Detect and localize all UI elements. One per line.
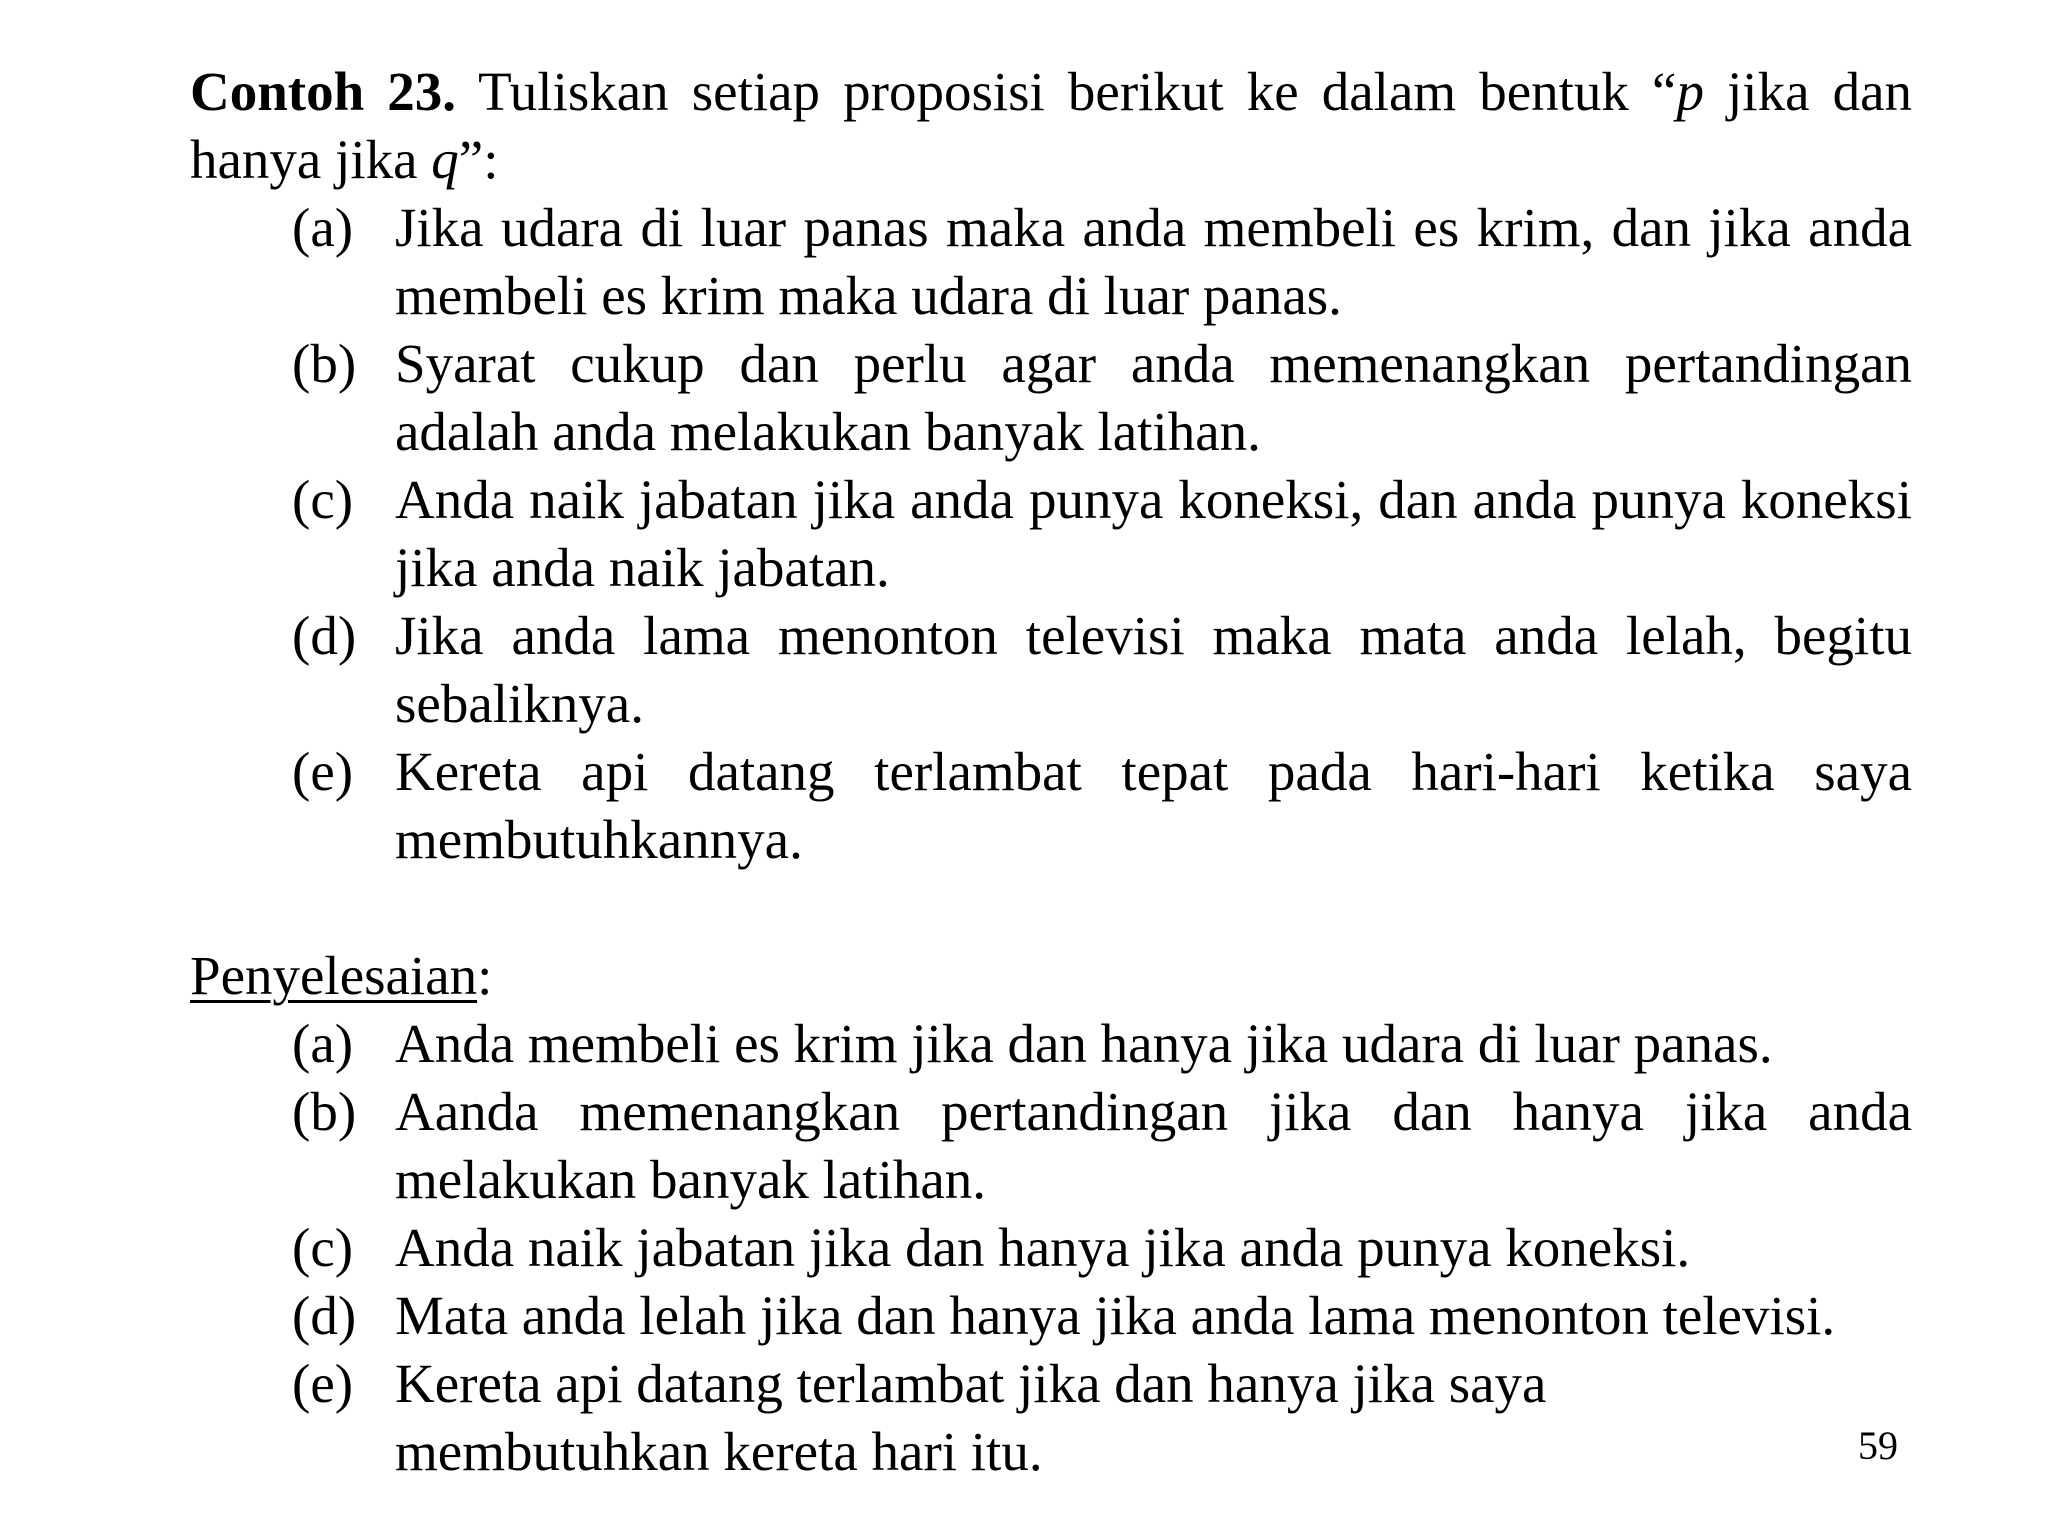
answer-item-c: [190, 1214, 1912, 1282]
problem-text: Kereta api datang terlambat tepat pada hari-hari ketika saya membutuhkannya.: [395, 741, 1912, 870]
problem-marker: (d): [292, 605, 357, 666]
problem-text: Anda naik jabatan jika anda punya koneksi, dan anda punya koneksi jika anda naik jabatan.: [395, 469, 1912, 598]
problem-text: Syarat cukup dan perlu agar anda memenangkan pertandingan adalah anda melakukan banyak latihan.: [395, 333, 1912, 462]
section-spacer: [190, 874, 1912, 942]
answer-text: Aanda memenangkan pertandingan jika dan hanya jika anda melakukan banyak latihan.: [395, 1081, 1912, 1210]
answer-item-b: [190, 1078, 1912, 1214]
example-label: Contoh 23.: [190, 61, 457, 122]
problem-item-e: [190, 738, 1912, 874]
answer-marker: (b): [292, 1081, 357, 1142]
instruction-after: ”:: [458, 129, 499, 190]
answer-text: Anda membeli es krim jika dan hanya jika udara di luar panas.: [395, 1013, 1773, 1074]
document-page: [190, 58, 1912, 1486]
problem-text: Jika udara di luar panas maka anda membeli es krim, dan jika anda membeli es krim maka udara di luar panas.: [395, 197, 1912, 326]
answer-marker: (e): [292, 1353, 354, 1414]
answer-marker: (d): [292, 1285, 357, 1346]
answer-list: [190, 1010, 1912, 1486]
instruction-middle: jika dan hanya jika: [190, 61, 1912, 190]
problem-item-b: [190, 330, 1912, 466]
solution-heading: [190, 942, 1912, 1010]
problem-marker: (a): [292, 197, 354, 258]
answer-text: Mata anda lelah jika dan hanya jika anda lama menonton televisi.: [395, 1285, 1836, 1346]
answer-marker: (c): [292, 1217, 354, 1278]
answer-item-e: [190, 1350, 1912, 1486]
problem-item-d: [190, 602, 1912, 738]
answer-item-d: [190, 1282, 1912, 1350]
answer-text: Kereta api datang terlambat jika dan hanya jika saya membutuhkan kereta hari itu.: [395, 1353, 1547, 1482]
problem-marker: (c): [292, 469, 354, 530]
variable-p: p: [1676, 61, 1704, 122]
problem-item-c: [190, 466, 1912, 602]
page-number: 59: [1858, 1423, 1898, 1468]
answer-text: Anda naik jabatan jika dan hanya jika anda punya koneksi.: [395, 1217, 1691, 1278]
problem-marker: (e): [292, 741, 354, 802]
solution-heading-label: Penyelesaian: [190, 945, 478, 1006]
answer-marker: (a): [292, 1013, 354, 1074]
problem-list: [190, 194, 1912, 874]
problem-text: Jika anda lama menonton televisi maka mata anda lelah, begitu sebaliknya.: [395, 605, 1912, 734]
problem-marker: (b): [292, 333, 357, 394]
example-intro: [190, 58, 1912, 194]
instruction-before: Tuliskan setiap proposisi berikut ke dalam bentuk “: [478, 61, 1677, 122]
problem-item-a: [190, 194, 1912, 330]
variable-q: q: [431, 129, 459, 190]
solution-heading-colon: :: [477, 945, 493, 1006]
answer-item-a: [190, 1010, 1912, 1078]
